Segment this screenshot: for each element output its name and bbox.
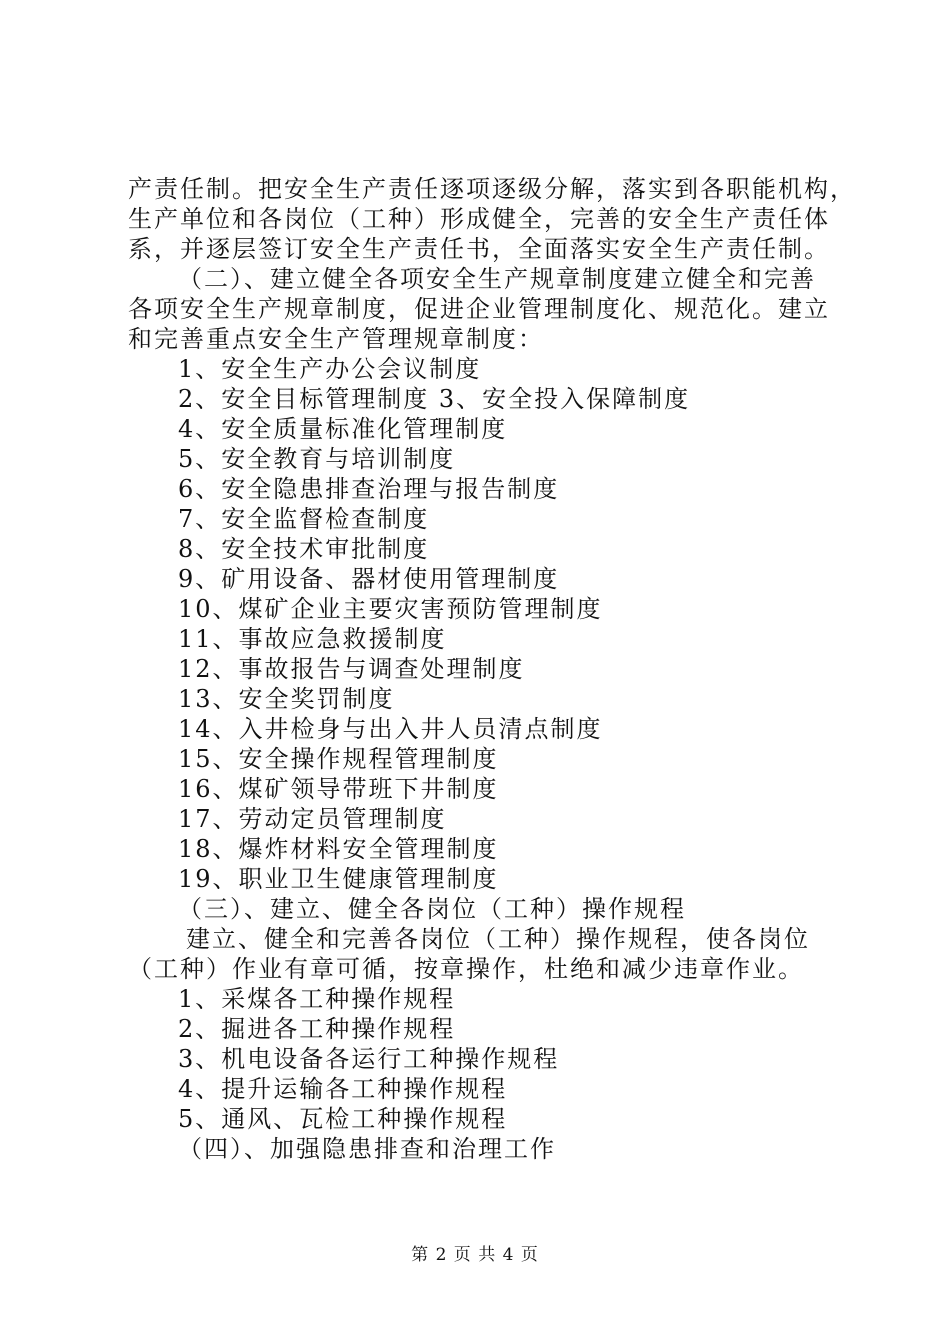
list-item: 19、职业卫生健康管理制度 [178, 865, 499, 893]
list-item: 13、安全奖罚制度 [178, 685, 395, 713]
list-item: 14、入井检身与出入井人员清点制度 [178, 715, 603, 743]
list-item: 15、安全操作规程管理制度 [178, 745, 499, 773]
list-item: 11、事故应急救援制度 [178, 625, 447, 653]
list-item: 7、安全监督检查制度 [178, 505, 430, 533]
list-item: 5、安全教育与培训制度 [178, 445, 456, 473]
list-item: 8、安全技术审批制度 [178, 535, 430, 563]
list-item: 10、煤矿企业主要灾害预防管理制度 [178, 595, 603, 623]
list-item: 1、安全生产办公会议制度 [178, 355, 482, 383]
list-item: 9、矿用设备、器材使用管理制度 [178, 565, 560, 593]
list-item: 3、机电设备各运行工种操作规程 [178, 1045, 560, 1073]
list-item: 5、通风、瓦检工种操作规程 [178, 1105, 508, 1133]
section-heading-2: （二）、建立健全各项安全生产规章制度建立健全和完善 [178, 265, 816, 293]
section-heading-3: （三）、建立、健全各岗位（工种）操作规程 [178, 895, 686, 923]
list-item: 12、事故报告与调查处理制度 [178, 655, 525, 683]
section-heading-4: （四）、加强隐患排查和治理工作 [178, 1135, 556, 1163]
body-line: 建立、健全和完善各岗位（工种）操作规程，使各岗位 [186, 925, 810, 953]
list-item: 1、采煤各工种操作规程 [178, 985, 456, 1013]
body-line: 生产单位和各岗位（工种）形成健全，完善的安全生产责任体 [128, 205, 830, 233]
list-item: 4、安全质量标准化管理制度 [178, 415, 508, 443]
page-footer: 第 2 页 共 4 页 [411, 1245, 539, 1265]
list-item: 2、安全目标管理制度 3、安全投入保障制度 [178, 385, 691, 413]
list-item: 6、安全隐患排查治理与报告制度 [178, 475, 560, 503]
body-line: 各项安全生产规章制度，促进企业管理制度化、规范化。建立 [128, 295, 830, 323]
body-line: （工种）作业有章可循，按章操作，杜绝和减少违章作业。 [128, 955, 804, 983]
body-line: 和完善重点安全生产管理规章制度： [128, 325, 544, 353]
body-line: 系，并逐层签订安全生产责任书，全面落实安全生产责任制。 [128, 235, 830, 263]
list-item: 2、掘进各工种操作规程 [178, 1015, 456, 1043]
body-line: 产责任制。把安全生产责任逐项逐级分解，落实到各职能机构， [128, 175, 856, 203]
list-item: 17、劳动定员管理制度 [178, 805, 447, 833]
list-item: 4、提升运输各工种操作规程 [178, 1075, 508, 1103]
list-item: 16、煤矿领导带班下井制度 [178, 775, 499, 803]
list-item: 18、爆炸材料安全管理制度 [178, 835, 499, 863]
